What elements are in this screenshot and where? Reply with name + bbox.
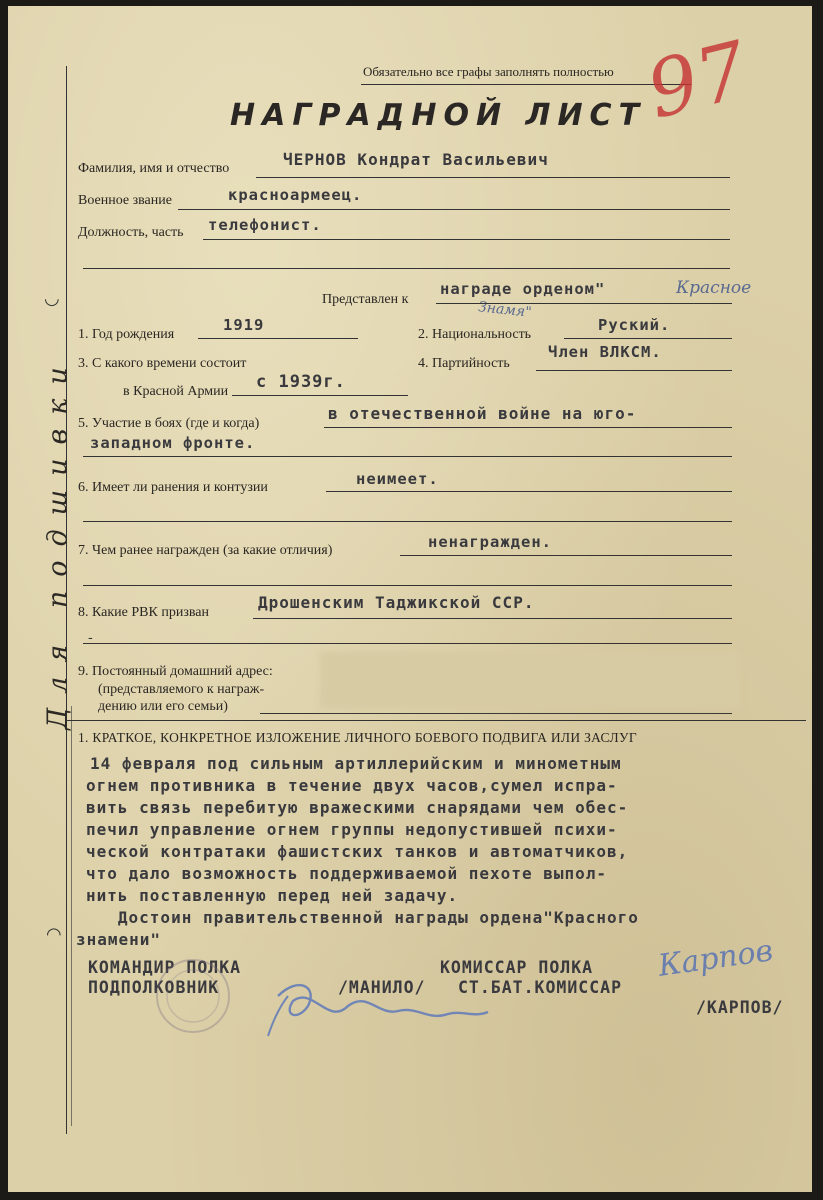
rvk-dash: - [88,630,93,646]
commander-signature [258,966,528,1046]
address-redaction [320,651,740,709]
fio-value: ЧЕРНОВ Кондрат Васильевич [283,150,549,169]
rank-value: красноармеец. [228,186,363,204]
since-label-2: в Красной Армии [123,384,229,399]
margin-bracket-bottom: ◠ [46,924,62,945]
commander-title-1: КОМАНДИР ПОЛКА [88,958,242,977]
rvk-label: 8. Какие РВК призван [78,605,209,620]
battles-value-2: западном фронте. [90,434,256,452]
battles-line-1 [324,427,732,428]
award-sheet [8,6,812,1192]
margin-line-inner [71,706,72,1126]
summary-line: вить связь перебитую вражескими снарядами чем обес- [86,798,629,817]
rvk-line [253,618,732,619]
wounds-line-2 [83,521,732,522]
notice-underline [361,84,691,85]
nation-line [564,338,732,339]
position-label: Должность, часть [78,225,184,240]
summary-line: печил управление огнем группы недопустившей психи- [86,820,618,839]
notice-text: Обязательно все графы заполнять полностью [363,64,614,79]
summary-line: знамени" [76,930,162,949]
summary-heading: 1. КРАТКОЕ, КОНКРЕТНОЕ ИЗЛОЖЕНИЕ ЛИЧНОГО БОЕВОГО ПОДВИГА ИЛИ ЗАСЛУГ [78,730,637,745]
summary-line: огнем противника в течение двух часов,сумел испра- [86,776,618,795]
wounds-value: неимеет. [356,470,439,488]
address-label-1: 9. Постоянный домашний адрес: [78,664,273,679]
commissar-name: /КАРПОВ/ [696,998,784,1017]
battles-value-1: в отечественной войне на юго- [328,404,637,423]
party-line [536,370,732,371]
prev-awards-value: ненагражден. [428,533,552,551]
award-line [436,303,732,304]
prev-awards-label: 7. Чем ранее награжден (за какие отличия) [78,543,333,558]
position-line [203,239,730,240]
nation-value: Руский. [598,316,671,334]
address-label-2: (представляемого к награж- [98,682,265,697]
birth-value: 1919 [223,316,265,334]
birth-label: 1. Год рождения [78,327,175,342]
red-pencil-mark: 97 [638,25,757,137]
party-label: 4. Партийность [418,356,510,371]
blank-line [83,268,730,269]
summary-line: нить поставленную перед ней задачу. [86,886,459,905]
battles-line-2 [83,456,732,457]
prev-awards-line-2 [83,585,732,586]
faint-stamp [148,951,238,1041]
award-hand-2: Знамя" [477,299,533,321]
commissar-title-2: СТ.БАТ.КОМИССАР [458,978,623,997]
section-separator [66,720,806,721]
document-title: НАГРАДНОЙ ЛИСТ [230,98,647,133]
fio-line [256,177,730,178]
rank-line [178,209,730,210]
summary-line: 14 февраля под сильным артиллерийским и минометным [90,754,622,773]
address-label-3: дению или его семьи) [98,699,228,714]
birth-line [198,338,358,339]
rank-label: Военное звание [78,193,172,208]
summary-line: что дало возможность поддерживаемой пехоте выпол- [86,864,608,883]
fio-label: Фамилия, имя и отчество [78,161,230,176]
award-hand-1: Красное [676,278,752,298]
rvk-value: Дрошенским Таджикской ССР. [258,593,535,612]
commissar-signature: Карпов [656,933,776,984]
summary-line: Достоин правительственной награды ордена"Красного [86,908,639,927]
summary-line: ческой контратаки фашистских танков и автоматчиков, [86,842,629,861]
position-value: телефонист. [208,216,322,234]
since-value: с 1939г. [256,372,346,392]
margin-caption: Для подшивки [42,353,74,730]
since-label-1: 3. С какого времени состоит [78,356,247,371]
award-value: награде орденом" [440,280,606,298]
address-line [260,713,732,714]
commander-title-2: ПОДПОЛКОВНИК [88,978,220,997]
wounds-label: 6. Имеет ли ранения и контузии [78,480,268,495]
nation-label: 2. Национальность [418,327,532,342]
commander-name: /МАНИЛО/ [338,978,426,997]
since-line [232,395,408,396]
prev-awards-line [400,555,732,556]
wounds-line [326,491,732,492]
commissar-title-1: КОМИССАР ПОЛКА [440,958,594,977]
award-label: Представлен к [322,292,409,307]
margin-bracket-top: ◡ [44,288,60,309]
battles-label: 5. Участие в боях (где и когда) [78,416,260,431]
rvk-line-2 [83,643,732,644]
party-value: Член ВЛКСМ. [548,343,662,361]
